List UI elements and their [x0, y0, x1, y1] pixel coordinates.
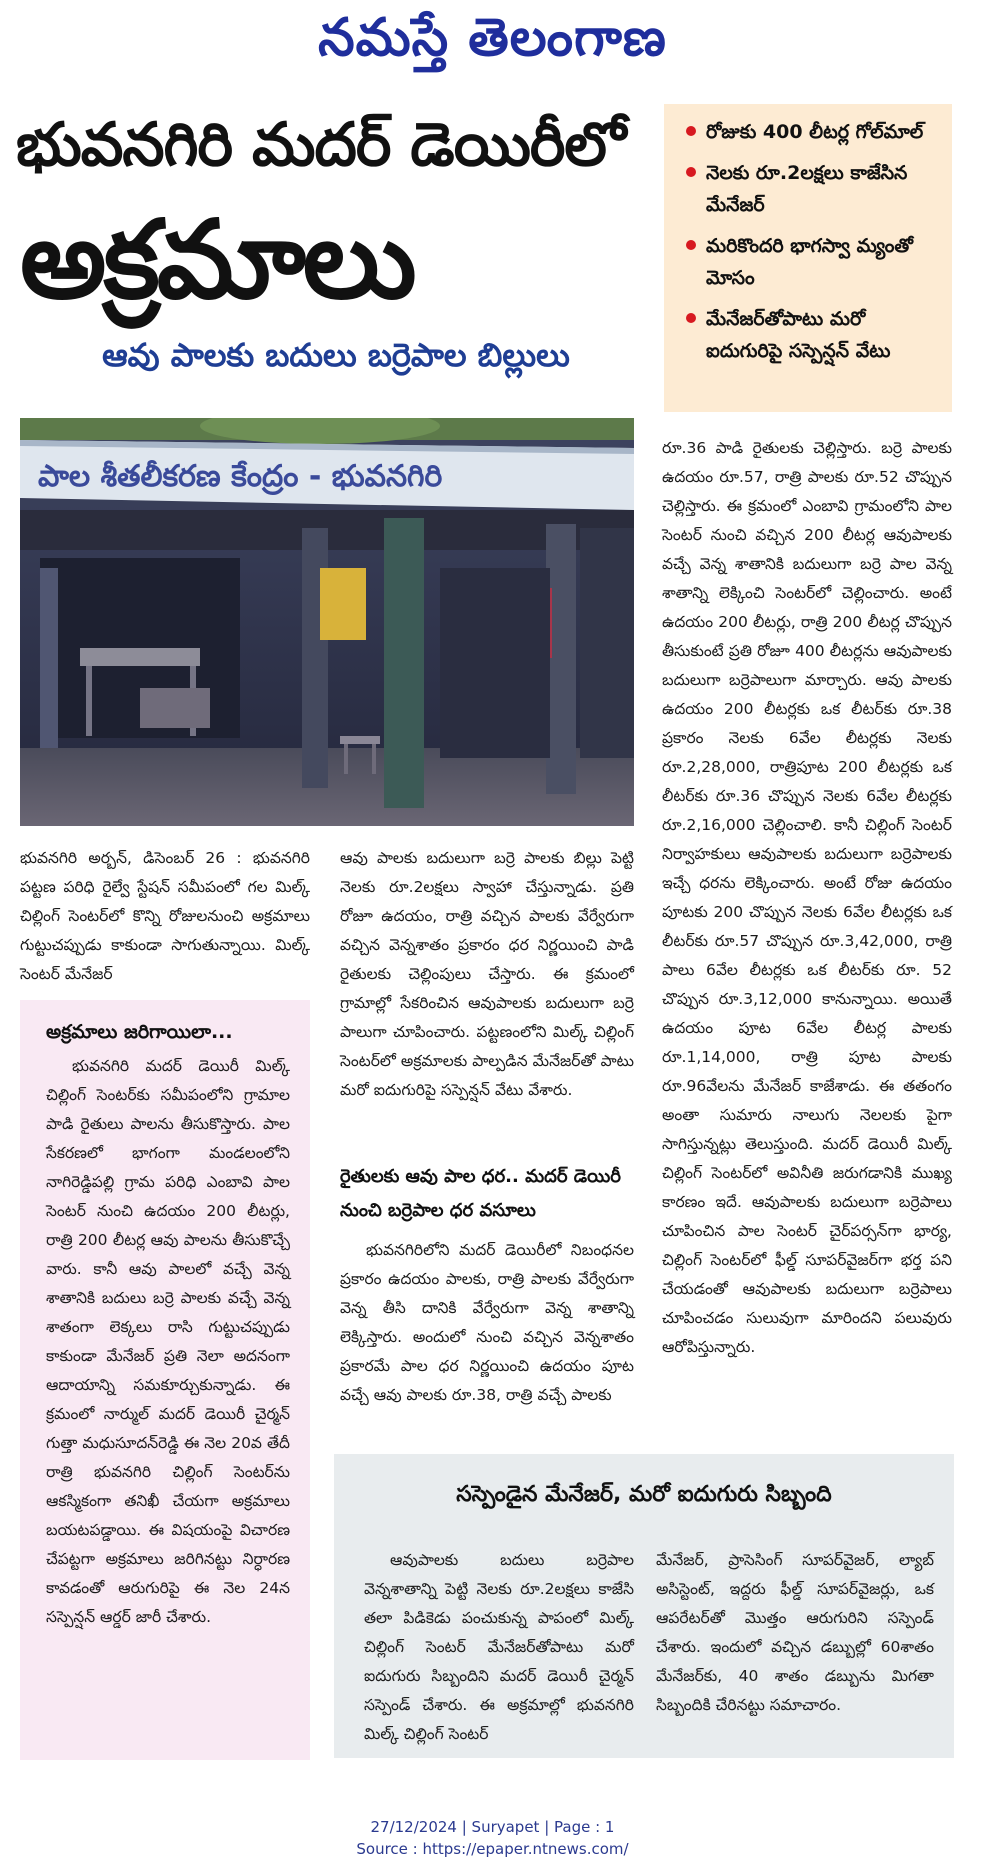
article-paragraph: భువనగిరి అర్బన్, డిసెంబర్ 26 : భువనగిరి పట్టణ పరిధి రైల్వే స్టేషన్ సమీపంలో గల మిల్క్ చిల్లింగ్ సెంటర్‌లో కొన్ని రోజులనుంచి అక్రమాలు గుట్టుచప్పుడు కాకుండా సాగుతున్నాయి. మిల్క్ సెంటర్ మేనేజర్	[20, 849, 310, 983]
subheadline: ఆవు పాలకు బదులు బర్రెపాల బిల్లులు	[102, 336, 570, 374]
highlight-text: రోజుకు 400 లీటర్ల గోల్‌మాల్	[706, 121, 924, 143]
headline-line1: భువనగిరి మదర్ డెయిరీలో	[16, 110, 626, 180]
highlight-text: నెలకు రూ.2లక్షలు కాజేసిన మేనేజర్	[706, 162, 908, 216]
sign-text: పాల శీతలీకరణ కేంద్రం - భువనగిరి	[38, 459, 443, 494]
highlight-item	[686, 116, 942, 148]
article-paragraph: ఆవు పాలకు బదులుగా బర్రె పాలకు బిల్లు పెట్టి నెలకు రూ.2లక్షలు స్వాహా చేస్తున్నాడు. ప్రతి రోజూ ఉదయం, రాత్రి వచ్చిన పాలకు వేర్వేరుగా వచ్చిన వెన్నశాతం ప్రకారం ధర నిర్ణయించి పాడి రైతులకు చెల్లింపులు చేస్తారు. ఈ క్రమంలో గ్రామాల్లో సేకరించిన ఆవుపాలకు బదులుగా బర్రె పాలుగా చూపించారు. పట్టణంలోని మిల్క్ చిల్లింగ్ సెంటర్‌లో అక్రమాలకు పాల్పడిన మేనేజర్‌తో పాటు మరో ఐదుగురిపై సస్పెన్షన్ వేటు వేశారు.	[340, 849, 634, 1099]
highlights-box	[664, 104, 952, 412]
suspension-paragraph: మేనేజర్, ప్రాసెసింగ్ సూపర్‌వైజర్, ల్యాబ్ అసిస్టెంట్, ఇద్దరు ఫీల్డ్ సూపర్‌వైజర్లు, ఒక ఆపరేటర్‌తో మొత్తం ఆరుగురిని సస్పెండ్ చేశారు. ఇందులో వచ్చిన డబ్బుల్లో 60శాతం మేనేజర్‌కు, 40 శాతం డబ్బును మిగతా సిబ్బందికి చేరినట్టు సమాచారం.	[656, 1551, 934, 1714]
highlight-item	[686, 157, 942, 221]
chilling-center-photo	[20, 418, 634, 826]
suspension-box	[334, 1454, 954, 1758]
article-column-middle-top	[340, 844, 634, 1105]
sidebar-box	[20, 1000, 310, 1760]
article-paragraph: రూ.36 పాడి రైతులకు చెల్లిస్తారు. బర్రె పాలకు ఉదయం రూ.57, రాత్రి పాలకు రూ.52 చొప్పున చెల్లిస్తారు. ఈ క్రమంలో ఎంబావి గ్రామంలోని పాల సెంటర్ నుంచి వచ్చిన 200 లీటర్ల ఆవుపాలకు వచ్చే వెన్న శాతానికి బదులుగా బర్రె పాల వెన్న శాతాన్ని లెక్కించి సెంటర్‌లో చెల్లించారు. అంటే ఉదయం 200 లీటర్లు, రాత్రి 200 లీటర్ల చొప్పున తీసుకుంటే ప్రతి రోజూ 400 లీటర్లను ఆవుపాలకు బదులుగా బర్రెపాలుగా మార్చారు. ఆవు పాలకు ఉదయం 200 లీటర్లకు ఒక లీటర్‌కు రూ.38 ప్రకారం నెలకు 6వేల లీటర్లకు నెలకు రూ.2,28,000, రాత్రిపూట 200 లీటర్లకు ఒక లీటర్‌కు రూ.36 చొప్పున నెలకు 6వేల లీటర్లకు రూ.2,16,000 చెల్లించాలి. కానీ చిల్లింగ్ సెంటర్ నిర్వాహకులు ఆవుపాలకు బదులుగా బర్రెపాలకు ఇచ్చే ధరను లెక్కించారు. అంటే రోజు ఉదయం పూటకు 200 చొప్పున నెలకు 6వేల లీటర్లకు ఒక లీటర్‌కు రూ.57 చొప్పున రూ.3,42,000, రాత్రి పాలు 6వేల లీటర్లకు ఒక లీటర్‌కు రూ. 52 చొప్పున రూ.3,12,000 కానున్నాయి. అయితే ఉదయం పూట 6వేల లీటర్ల పాలకు రూ.1,14,000, రాత్రి పూట పాలకు రూ.96వేలను మేనేజర్ కాజేశాడు. ఈ తతంగం అంతా సుమారు నాలుగు నెలలకు పైగా సాగిస్తున్నట్లు తెలుస్తుంది. మదర్ డెయిరీ మిల్క్ చిల్లింగ్ సెంటర్‌లో అవినీతి జరుగడానికి ముఖ్య కారణం ఇదే. ఆవుపాలకు బదులుగా బర్రెపాలు చూపించిన పాల సెంటర్ చైర్‌పర్సన్‌గా భార్య, చిల్లింగ్ సెంటర్‌లో ఫీల్డ్ సూపర్‌వైజర్‌గా భర్త పని చేయడంతో ఆవుపాలకు బదులుగా బర్రెపాలు చూపించడం సులువుగా మారిందని పలువురు ఆరోపిస్తున్నారు.	[662, 439, 952, 1356]
article-photo	[20, 418, 634, 826]
highlight-text: మరికొందరి భాగస్వా మ్యంతో మోసం	[706, 235, 913, 289]
suspension-column-right	[656, 1546, 934, 1720]
bullet-dot-icon	[686, 313, 696, 323]
headline-line2: అక్రమాలు	[20, 198, 414, 323]
footer-date-line: 27/12/2024 | Suryapet | Page : 1	[370, 1818, 615, 1836]
sidebar-heading: అక్రమాలు జరిగాయిలా...	[46, 1021, 233, 1043]
article-subheading: రైతులకు ఆవు పాల ధర.. మదర్ డెయిరీ నుంచి బర్రెపాల ధర వసూలు	[340, 1166, 621, 1221]
sidebar-paragraph: భువనగిరి మదర్ డెయిరీ మిల్క్ చిల్లింగ్ సెంటర్‌కు సమీపంలోని గ్రామాల పాడి రైతులు పాలను తీసుకొస్తారు. పాల సేకరణలో భాగంగా మండలంలోని నాగిరెడ్డిపల్లి గ్రామ పరిధి ఎంబావి పాల సెంటర్ నుంచి ఉదయం 200 లీటర్లు, రాత్రి 200 లీటర్ల ఆవు పాలను తీసుకొచ్చే వారు. కానీ ఆవు పాలలో వచ్చే వెన్న శాతానికి బదులు బర్రె పాలకు వచ్చే వెన్న శాతంగా లెక్కలు రాసి గుట్టుచప్పుడు కాకుండా మేనేజర్ ప్రతి నెలా అదనంగా ఆదాయాన్ని సమకూర్చుకున్నాడు. ఈ క్రమంలో నార్ముల్ మదర్ డెయిరీ చైర్మన్ గుత్తా మధుసూదన్‌రెడ్డి ఈ నెల 20వ తేదీ రాత్రి భువనగిరి చిల్లింగ్ సెంటర్‌ను ఆకస్మికంగా తనిఖీ చేయగా అక్రమాలు బయటపడ్డాయి. ఈ విషయంపై విచారణ చేపట్టగా అక్రమాలు జరిగినట్టు నిర్ధారణ కావడంతో ఆరుగురిపై ఈ నెల 24న సస్పెన్షన్ ఆర్డర్ జారీ చేశారు.	[46, 1057, 290, 1626]
bullet-dot-icon	[686, 126, 696, 136]
newspaper-masthead: నమస్తే తెలంగాణ	[318, 7, 667, 68]
suspension-column-left	[364, 1546, 634, 1749]
article-column-right	[662, 434, 952, 1362]
article-intro	[20, 844, 310, 989]
highlight-item	[686, 230, 942, 294]
highlight-item	[686, 303, 942, 367]
bullet-dot-icon	[686, 167, 696, 177]
article-column-middle-bottom	[340, 1236, 634, 1410]
page-footer	[0, 1816, 985, 1860]
highlight-text: మేనేజర్‌తోపాటు మరో ఐదుగురిపై సస్పెన్షన్ వేటు	[706, 308, 891, 362]
article-paragraph: భువనగిరిలోని మదర్ డెయిరీలో నిబంధనల ప్రకారం ఉదయం పాలకు, రాత్రి పాలకు వేర్వేరుగా వెన్న తీసి దానికి వేర్వేరుగా వెన్న శాతాన్ని లెక్కిస్తారు. అందులో నుంచి వచ్చిన వెన్నశాతం ప్రకారమే పాల ధర నిర్ణయించి ఉదయం పూట వచ్చే ఆవు పాలకు రూ.38, రాత్రి వచ్చే పాలకు	[340, 1241, 634, 1404]
suspension-paragraph: ఆవుపాలకు బదులు బర్రెపాల వెన్నశాతాన్ని పెట్టి నెలకు రూ.2లక్షలు కాజేసి తలా పిడికెడు పంచుకున్న పాపంలో మిల్క్ చిల్లింగ్ సెంటర్ మేనేజర్‌తోపాటు మరో ఐదుగురు సిబ్బందిని మదర్ డెయిరీ చైర్మన్ సస్పెండ్ చేశారు. ఈ అక్రమాల్లో భువనగిరి మిల్క్ చిల్లింగ్ సెంటర్	[364, 1551, 634, 1743]
footer-source-line[interactable]: Source : https://epaper.ntnews.com/	[356, 1840, 629, 1858]
bullet-dot-icon	[686, 240, 696, 250]
suspension-heading: సస్పెండైన మేనేజర్, మరో ఐదుగురు సిబ్బంది	[456, 1482, 832, 1507]
